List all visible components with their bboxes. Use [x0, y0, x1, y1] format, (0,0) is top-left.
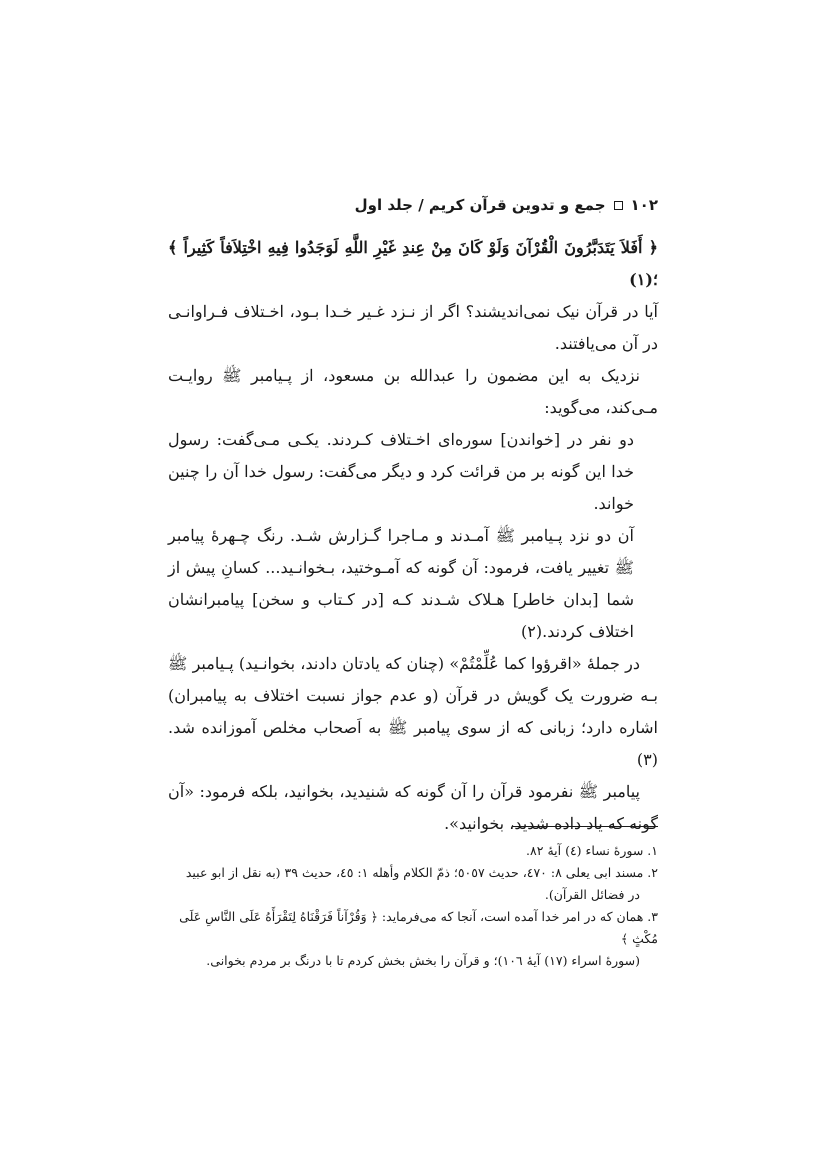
running-header [150, 196, 658, 214]
footnote-3-continued: (سورهٔ اسراء (۱۷) آیهٔ ۱۰٦)؛ و قرآن را بخش بخش کردم تا با درنگ بر مردم بخوانی. [206, 953, 640, 968]
paragraph-explanation: در جملهٔ «اقرؤوا کما عُلِّمْتُمْ» (چنان که یادتان دادند، بخوانـید) پـیامبر ﷺ بـه ضرورت یک گویش در قرآن (و عدم جواز نسبت اختلاف به پیامبران) اشاره دارد؛ زبانی که از سوی پیامبر ﷺ به اَصحاب مخلص آموزانده شد.(۳) [168, 654, 658, 769]
quote-part-2: آن دو نزد پـیامبر ﷺ آمـدند و مـاجرا گـزارش شـد. رنگ چـهرهٔ پیامبر ﷺ تغییر یافت، فرمود: آن گونه که آمـوختید، بـخوانـید... کسانِ پیش از شما [بدان خاطر] هـلاک شـدند کـه [در کـتاب و سخن] پیامبرانشان اختلاف کردند.(۲) [168, 526, 634, 641]
book-title: جمع و تدوین قرآن کریم / جلد اول [354, 196, 606, 214]
paragraph-translation: آیا در قرآن نیک نمی‌اندیشند؟ اگر از نـزد غـیر خـدا بـود، اخـتلاف فـراوانـی در آن می‌یافتند. [168, 302, 658, 353]
footnote-3: ۳. همان که در امر خدا آمده است، آنجا که می‌فرماید: ﴿ وَقُرْآناً فَرَقْنَاهُ لِتَقْرَأَهُ عَلَى النَّاسِ عَلَى مُكْثٍ ﴾ [179, 909, 658, 946]
footnote-2: ۲. مسند ابی یعلی ۸: ٤۷۰، حدیث ٥۰٥۷؛ ذمّ الکلام وأهله ۱: ٤٥، حدیث ۳۹ (به نقل از ابو عبید [185, 865, 658, 880]
footnotes [168, 840, 658, 972]
footnote-1: ۱. سورهٔ نساء (٤) آیهٔ ۸۲. [526, 843, 658, 858]
paragraph-conclusion: پیامبر ﷺ نفرمود قرآن را آن گونه که شنیدید، بخوانید، بلکه فرمود: «آن گونه که یاد داده شدید، بخوانید». [168, 782, 658, 833]
main-text [168, 232, 658, 840]
footnote-2-continued: در فضائل القرآن). [544, 887, 640, 902]
paragraph-narration: نزدیک به این مضمون را عبدالله بن مسعود، از پـیامبر ﷺ روایـت مـی‌کند، می‌گوید: [168, 366, 658, 417]
quote-part-1: دو نفر در [خواندن] سوره‌ای اخـتلاف کـردند. یکـی مـی‌گفت: رسول خدا این گونه بر من قرائت کرد و دیگر می‌گفت: رسول خدا آن را چنین خواند. [168, 430, 634, 513]
square-bullet-icon [614, 201, 623, 210]
quran-verse: ﴿ أَفَلاَ يَتَدَبَّرُونَ الْقُرْآنَ وَلَوْ كَانَ مِنْ عِندِ غَيْرِ اللَّهِ لَوَجَدُوا فِيهِ اخْتِلاَفاً كَثِيراً ﴾ ؛(۱) [168, 238, 658, 289]
footnote-divider [512, 826, 658, 827]
page-number: ۱۰۲ [630, 196, 658, 214]
